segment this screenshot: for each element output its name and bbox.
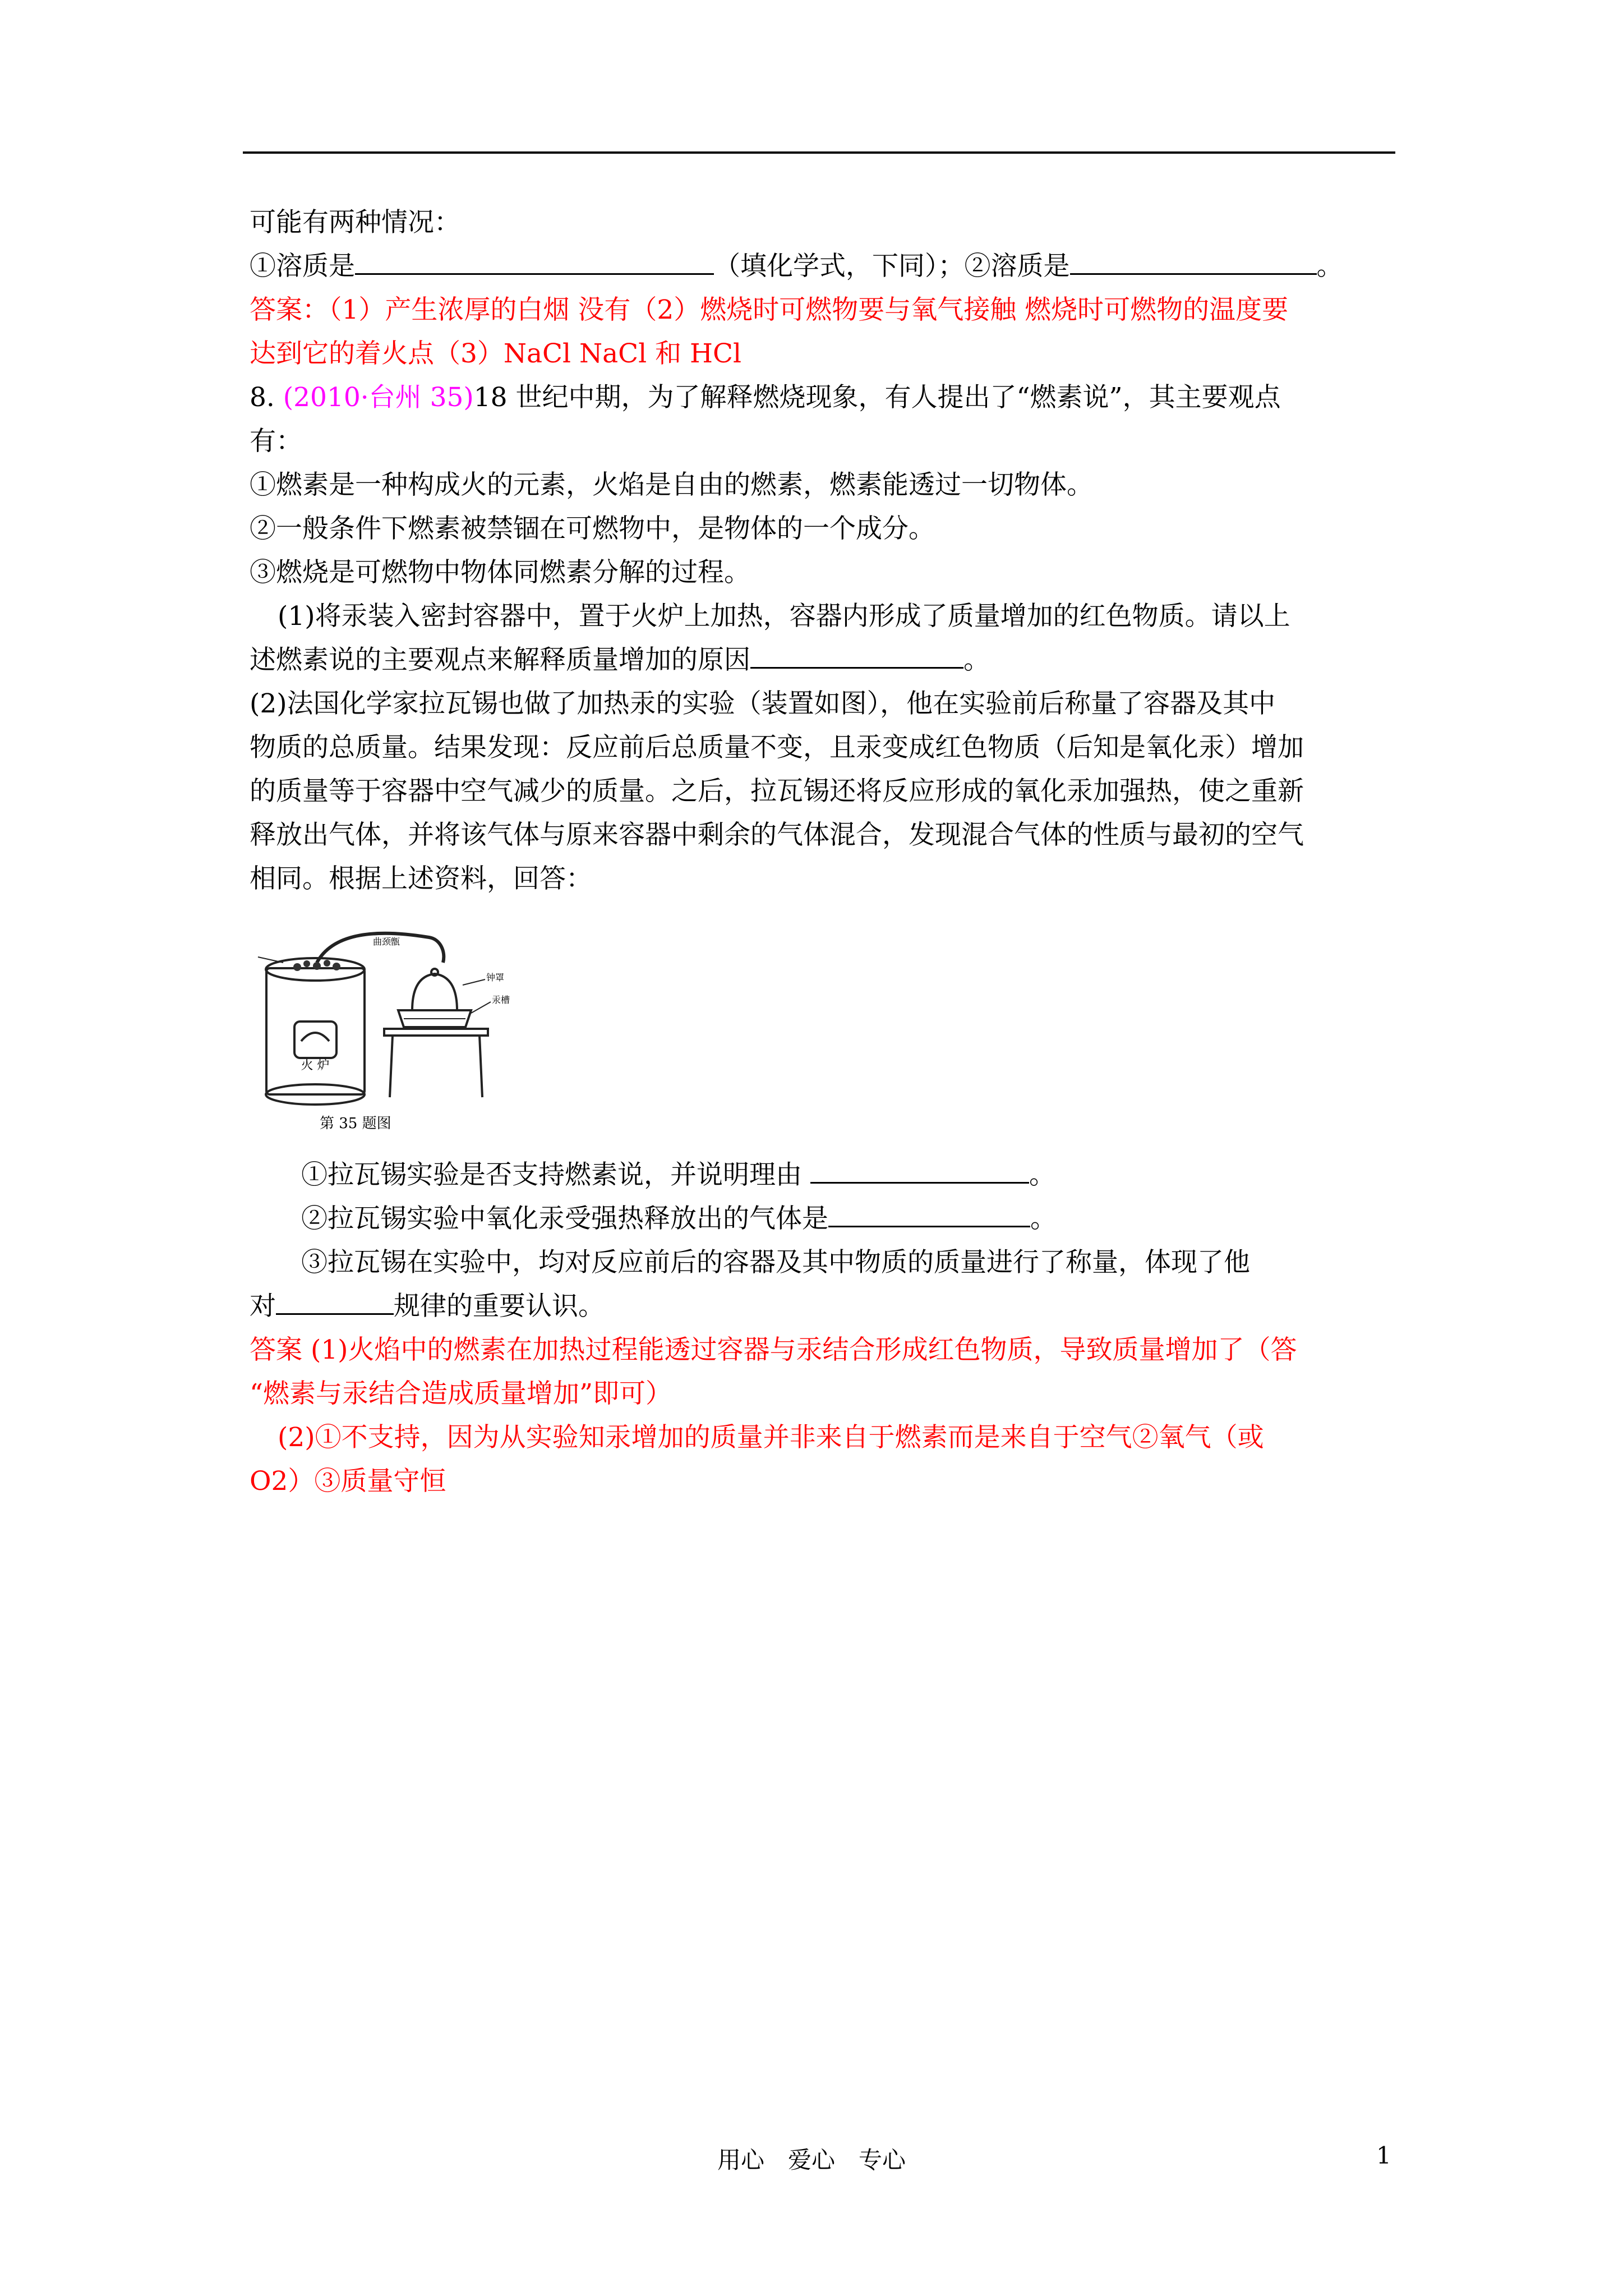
retort-label: 曲颈甑	[373, 936, 400, 947]
line-text: 。	[963, 645, 990, 675]
line-text: 规律的重要认识。	[394, 1291, 605, 1322]
line-text: (1)将汞装入密封容器中，置于火炉上加热，容器内形成了质量增加的红色物质。请以上	[278, 601, 1290, 632]
page-footer-motto: 用心 爱心 专心	[717, 2146, 906, 2174]
line-text: O2）③质量守恒	[250, 1466, 446, 1497]
line-text: 可能有两种情况：	[250, 207, 460, 238]
line-text: 物质的总质量。结果发现：反应前后总质量不变，且汞变成红色物质（后知是氧化汞）增加	[250, 732, 1304, 763]
answer-blank	[810, 1157, 1029, 1184]
line-text: 达到它的着火点（3）NaCl NaCl 和 HCl	[250, 338, 741, 369]
line-text: “燃素与汞结合造成质量增加”即可）	[250, 1378, 672, 1409]
answer-line	[250, 1372, 1405, 1416]
line-text: (2)①不支持，因为从实验知汞增加的质量并非来自于燃素而是来自于空气②氧气（或	[278, 1422, 1264, 1453]
answer-blank	[750, 642, 963, 669]
line-text: （填化学式，下同）；②溶质是	[714, 251, 1070, 282]
text-line	[250, 857, 1405, 901]
line-text: ③拉瓦锡在实验中，均对反应前后的容器及其中物质的质量进行了称量，体现了他	[301, 1247, 1250, 1278]
trough-label: 汞槽	[492, 995, 510, 1005]
line-text: ①燃素是一种构成火的元素，火焰是自由的燃素，燃素能透过一切物体。	[250, 470, 1093, 500]
text-line	[250, 420, 1405, 463]
line-text: 述燃素说的主要观点来解释质量增加的原因	[250, 645, 750, 675]
page-content	[250, 201, 1405, 1503]
figure-caption: 第 35 题图	[320, 1115, 391, 1132]
answer-blank	[1070, 249, 1317, 275]
line-text: ②一般条件下燃素被禁锢在可燃物中，是物体的一个成分。	[250, 513, 935, 544]
furnace-label: 火 炉	[301, 1059, 330, 1073]
answer-line	[250, 1416, 1405, 1460]
page-number: 1	[1376, 2142, 1391, 2169]
line-text: 答案 (1)火焰中的燃素在加热过程能透过容器与汞结合形成红色物质，导致质量增加了（答	[250, 1335, 1297, 1365]
text-line	[250, 595, 1405, 638]
text-line	[250, 463, 1405, 507]
text-line	[250, 770, 1405, 813]
line-text: 释放出气体，并将该气体与原来容器中剩余的气体混合，发现混合气体的性质与最初的空气	[250, 820, 1304, 850]
text-line	[250, 201, 1405, 245]
line-text: 的质量等于容器中空气减少的质量。之后，拉瓦锡还将反应形成的氧化汞加强热，使之重新	[250, 776, 1304, 807]
text-line	[250, 638, 1405, 682]
answer-line	[250, 288, 1405, 332]
line-text: 。	[1030, 1203, 1057, 1234]
apparatus-figure	[250, 929, 530, 1137]
text-line	[250, 507, 1405, 551]
header-rule	[243, 151, 1395, 154]
line-text: ①溶质是	[250, 251, 355, 282]
line-text: ②拉瓦锡实验中氧化汞受强热释放出的气体是	[301, 1203, 828, 1234]
line-text: ③燃烧是可燃物中物体同燃素分解的过程。	[250, 557, 750, 588]
text-line	[250, 245, 1405, 288]
answer-line	[250, 1460, 1405, 1503]
text-line	[250, 1241, 1405, 1285]
line-text: (2)法国化学家拉瓦锡也做了加热汞的实验（装置如图），他在实验前后称量了容器及其中	[250, 688, 1276, 719]
lavoisier-apparatus-illustration	[250, 929, 530, 1137]
text-line	[250, 813, 1405, 857]
line-text: 有：	[250, 426, 302, 457]
bell-jar-label: 钟罩	[486, 972, 505, 983]
text-line	[250, 726, 1405, 770]
answer-blank	[355, 249, 714, 275]
question-number: 8.	[250, 382, 283, 413]
line-text: 答案：（1）产生浓厚的白烟 没有（2）燃烧时可燃物要与氧气接触 燃烧时可燃物的温度要	[250, 295, 1289, 325]
text-line	[250, 551, 1405, 595]
line-text: 18 世纪中期，为了解释燃烧现象，有人提出了“燃素说”，其主要观点	[473, 382, 1281, 413]
answer-line	[250, 1328, 1405, 1372]
answer-blank	[276, 1289, 394, 1315]
answer-line	[250, 332, 1405, 376]
line-text: ①拉瓦锡实验是否支持燃素说，并说明理由	[301, 1159, 810, 1190]
text-line	[250, 1197, 1405, 1241]
text-line	[250, 1153, 1405, 1197]
text-line	[250, 682, 1405, 726]
line-text: 相同。根据上述资料，回答：	[250, 863, 592, 894]
line-text: 对	[250, 1291, 276, 1322]
question-8-heading	[250, 376, 1405, 420]
question-source: (2010·台州 35)	[283, 382, 474, 413]
line-text: 。	[1029, 1159, 1055, 1190]
answer-blank	[828, 1201, 1030, 1227]
line-text: 。	[1316, 251, 1343, 282]
text-line	[250, 1285, 1405, 1328]
